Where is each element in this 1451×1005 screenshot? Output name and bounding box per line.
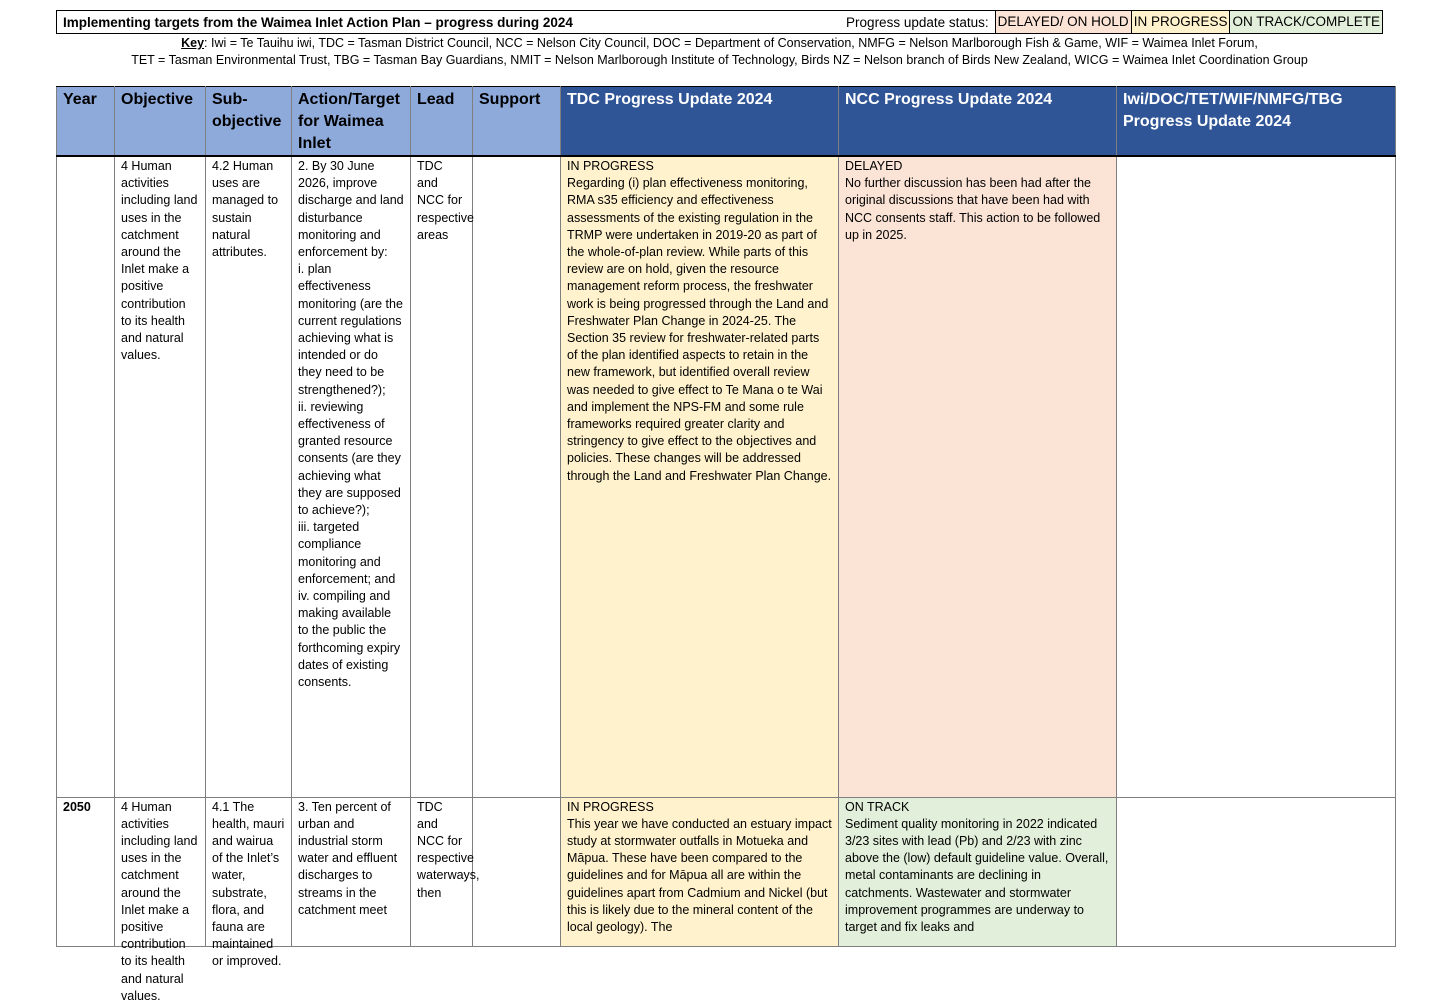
- key-legend: [56, 35, 1383, 69]
- ncc-status: DELAYED: [845, 159, 903, 173]
- page-title: Implementing targets from the Waimea Inlet Action Plan – progress during 2024: [63, 15, 573, 30]
- col-header-support: Support: [473, 87, 561, 157]
- col-header-objective: Objective: [115, 87, 206, 157]
- col-header-lead: Lead: [411, 87, 473, 157]
- cell-action: 3. Ten percent of urban and industrial storm water and effluent discharges to streams in the catchment meet: [292, 797, 411, 946]
- key-text-1: : Iwi = Te Tauihu iwi, TDC = Tasman District Council, NCC = Nelson City Council, DOC = Department of Conservation, NMFG = Nelson Marlborough Fish & Game, WIF = Waimea Inlet Forum,: [204, 36, 1258, 50]
- status-badge-on-track: ON TRACK/COMPLETE: [1229, 11, 1382, 33]
- cell-iwi-update: [1117, 797, 1396, 946]
- cell-subobjective: 4.1 The health, mauri and wairua of the Inlet’s water, substrate, flora, and fauna are maintained or improved.: [206, 797, 292, 946]
- col-header-subobjective: Sub-objective: [206, 87, 292, 157]
- cell-subobjective: 4.2 Human uses are managed to sustain natural attributes.: [206, 156, 292, 797]
- cell-support: [473, 797, 561, 946]
- progress-table: [56, 86, 1396, 1003]
- table-header-row: [57, 87, 1396, 157]
- cell-lead: TDC and NCC for respective areas: [411, 156, 473, 797]
- tdc-status: IN PROGRESS: [567, 799, 654, 814]
- col-header-tdc: TDC Progress Update 2024: [561, 87, 839, 157]
- key-line-1: [56, 35, 1383, 52]
- tdc-text: This year we have conducted an estuary impact study at stormwater outfalls in Motueka and Māpua. These have been compared to the guidelines and for Māpua all are within the guidelines apart from Cadmium and Nickel (but this is likely due to the mineral content of the local geology). The: [567, 816, 832, 934]
- ncc-text: Sediment quality monitoring in 2022 indicated 3/23 sites with lead (Pb) and 2/23 with zinc above the (low) default guideline value. Overall, metal contaminants are declining in catchments. Wastewater and stormwater improvement programmes are underway to target and fix leaks and: [845, 816, 1109, 934]
- table-row: [57, 156, 1396, 797]
- col-header-ncc: NCC Progress Update 2024: [839, 87, 1117, 157]
- cell-ncc-update: [839, 797, 1117, 946]
- key-label: Key: [181, 36, 205, 50]
- cell-objective: 4 Human activities including land uses in the catchment around the Inlet make a positive contribution to its health and natural values.: [115, 797, 206, 946]
- cell-year: [57, 156, 115, 797]
- cell-support: [473, 156, 561, 797]
- col-header-iwi: Iwi/DOC/TET/WIF/NMFG/TBG Progress Update 2024: [1117, 87, 1396, 157]
- key-line-2: TET = Tasman Environmental Trust, TBG = Tasman Bay Guardians, NMIT = Nelson Marlborough Institute of Technology, Birds NZ = Nelson branch of Birds New Zealand, WICG = Waimea Inlet Coordination Group: [131, 53, 1308, 67]
- status-badge-in-progress: IN PROGRESS: [1131, 11, 1230, 33]
- cell-action: 2. By 30 June 2026, improve discharge and land disturbance monitoring and enforcement by: i. plan effectiveness monitoring (are the current regulations achieving what is intended or do they need to be strengthened?); ii. reviewing effectiveness of granted resource consents (are they achieving what they are supposed to achieve?); iii. targeted compliance monitoring and enforcement; and iv. compiling and making available to the public the forthcoming expiry dates of existing consents.: [292, 156, 411, 797]
- cell-tdc-update: [561, 797, 839, 946]
- ncc-status: ON TRACK: [845, 799, 910, 814]
- tdc-status: IN PROGRESS: [567, 159, 654, 173]
- cell-tdc-update: [561, 156, 839, 797]
- col-header-action: Action/Target for Waimea Inlet: [292, 87, 411, 157]
- status-badge-delayed: DELAYED/ ON HOLD: [995, 11, 1131, 33]
- title-bar: [56, 10, 1383, 34]
- cell-objective: 4 Human activities including land uses in the catchment around the Inlet make a positive contribution to its health and natural values.: [115, 156, 206, 797]
- cell-lead: TDC and NCC for respective waterways, then: [411, 797, 473, 946]
- col-header-year: Year: [57, 87, 115, 157]
- cell-ncc-update: [839, 156, 1117, 797]
- cell-iwi-update: [1117, 156, 1396, 797]
- ncc-text: No further discussion has been had after the original discussions that have been had with NCC consents staff. This action to be followed up in 2025.: [845, 176, 1101, 242]
- cell-year: 2050: [57, 797, 115, 946]
- tdc-text: Regarding (i) plan effectiveness monitoring, RMA s35 efficiency and effectiveness assessments of the existing regulation in the TRMP were undertaken in 2019-20 as part of the whole-of-plan review. While parts of this review are on hold, given the resource management reform process, the freshwater work is being progressed through the Land and Freshwater Plan Change in 2024-25. The Section 35 review for freshwater-related parts of the plan identified aspects to retain in the new framework, but identified overall review was needed to give effect to Te Mana o te Wai and implement the NPS-FM and some rule frameworks required greater clarity and stringency to give effect to the objectives and policies. These changes will be addressed through the Land and Freshwater Plan Change.: [567, 176, 832, 483]
- status-legend-label: Progress update status:: [846, 15, 989, 30]
- table-row: [57, 797, 1396, 946]
